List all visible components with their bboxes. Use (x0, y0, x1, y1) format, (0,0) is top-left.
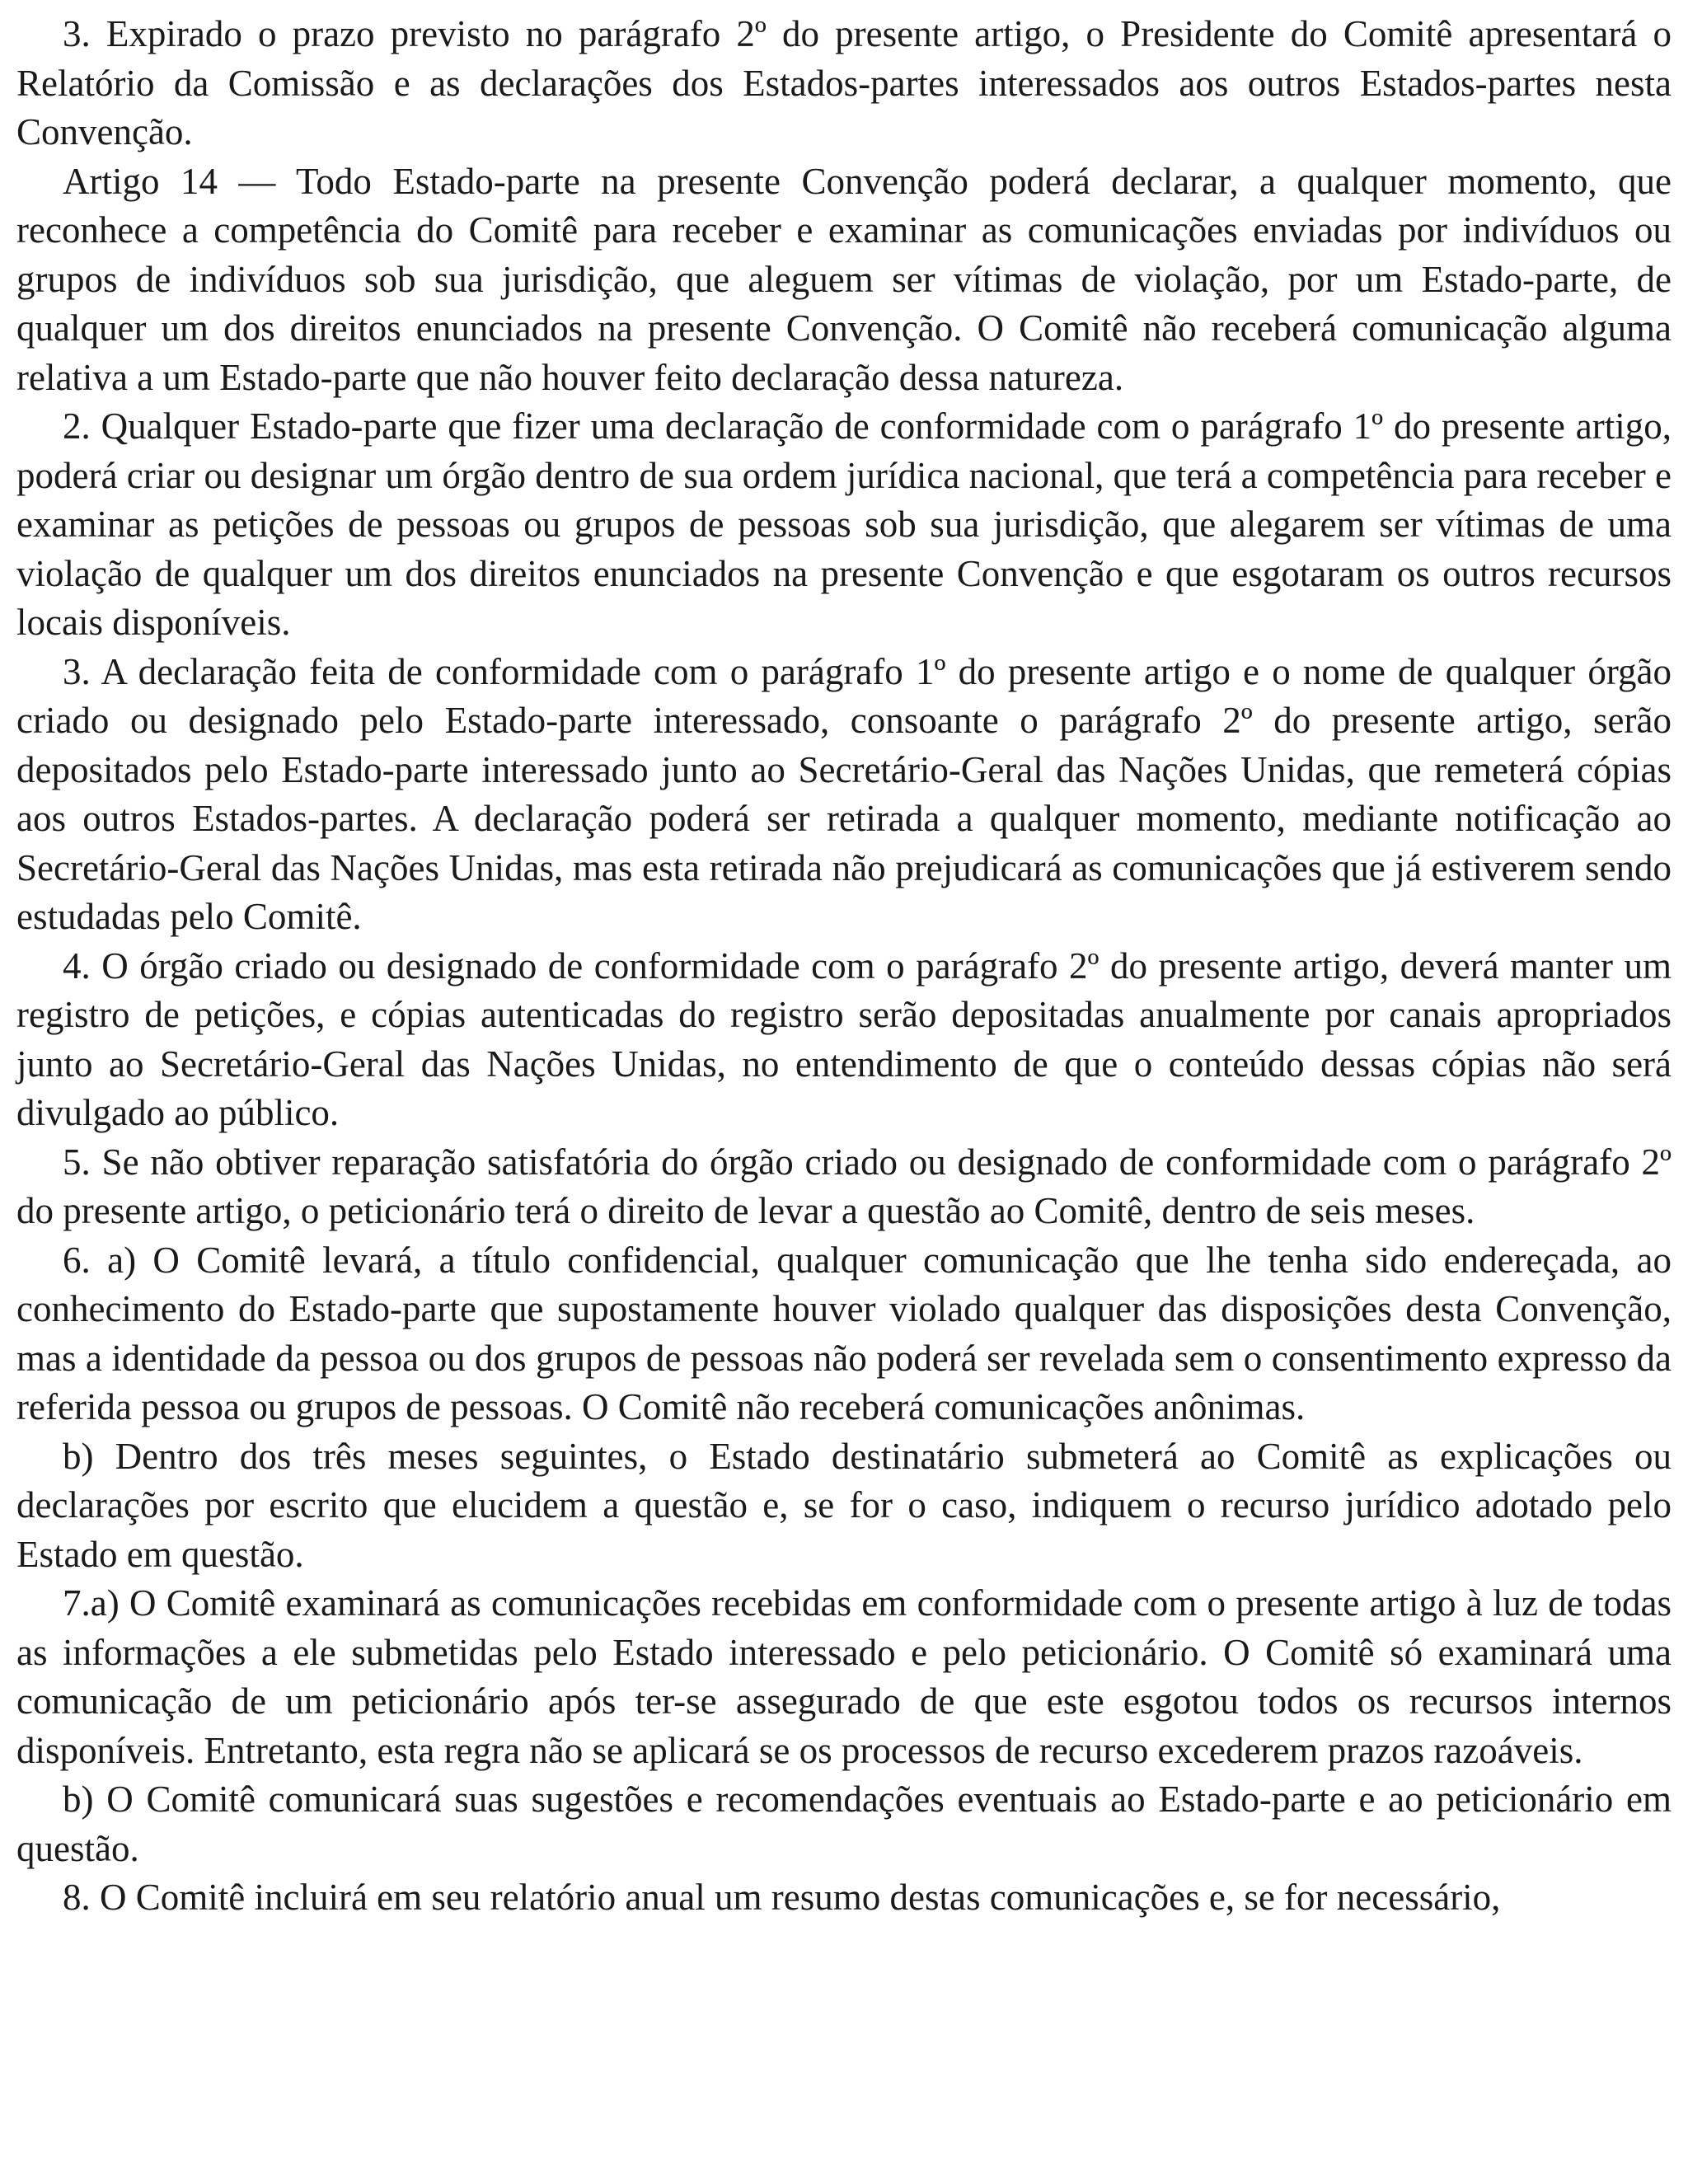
paragraph-text: 3. A declaração feita de conformidade com o parágrafo 1º do presente artigo e o nome de qualquer órgão criado ou designado pelo Estado-parte interessado, consoante o parágrafo 2º do presente artigo, serão depositados pelo Estado-parte interessado junto ao Secretário-Geral das Nações Unidas, que remeterá cópias aos outros Estados-partes. A declaração poderá ser retirada a qualquer momento, mediante notificação ao Secretário-Geral das Nações Unidas, mas esta retirada não prejudicará as comunicações que já estiverem sendo estudadas pelo Comitê. (16, 650, 1672, 937)
paragraph-text: 8. O Comitê incluirá em seu relatório anual um resumo destas comunicações e, se for necessário, (63, 1877, 1501, 1918)
paragraph-item-4 (16, 942, 1672, 1138)
paragraph-item-8 (16, 1873, 1672, 1923)
paragraph-text: 3. Expirado o prazo previsto no parágrafo 2º do presente artigo, o Presidente do Comitê apresentará o Relatório da Comissão e as declarações dos Estados-partes interessados aos outros Estados-partes nesta Convenção. (16, 13, 1672, 152)
paragraph-text: 2. Qualquer Estado-parte que fizer uma declaração de conformidade com o parágrafo 1º do presente artigo, poderá criar ou designar um órgão dentro de sua ordem jurídica nacional, que terá a competência para receber e examinar as petições de pessoas ou grupos de pessoas sob sua jurisdição, que alegarem ser vítimas de uma violação de qualquer um dos direitos enunciados na presente Convenção e que esgotaram os outros recursos locais disponíveis. (16, 405, 1672, 643)
paragraph-text: b) Dentro dos três meses seguintes, o Estado destinatário submeterá ao Comitê as explicações ou declarações por escrito que elucidem a questão e, se for o caso, indiquem o recurso jurídico adotado pelo Estado em questão. (16, 1435, 1672, 1575)
paragraph-item-6a (16, 1236, 1672, 1432)
paragraph-item-5 (16, 1138, 1672, 1236)
paragraph-text: 5. Se não obtiver reparação satisfatória do órgão criado ou designado de conformidade com o parágrafo 2º do presente artigo, o peticionário terá o direito de levar a questão ao Comitê, dentro de seis meses. (16, 1141, 1672, 1231)
document-page (16, 10, 1672, 1923)
paragraph-item-3-report (16, 10, 1672, 157)
paragraph-item-3 (16, 648, 1672, 942)
paragraph-text: 6. a) O Comitê levará, a título confidencial, qualquer comunicação que lhe tenha sido endereçada, ao conhecimento do Estado-parte que supostamente houver violado qualquer das disposições desta Convenção, mas a identidade da pessoa ou dos grupos de pessoas não poderá ser revelada sem o consentimento expresso da referida pessoa ou grupos de pessoas. O Comitê não receberá comunicações anônimas. (16, 1239, 1672, 1427)
paragraph-item-7b (16, 1775, 1672, 1873)
paragraph-text: 4. O órgão criado ou designado de conformidade com o parágrafo 2º do presente artigo, deverá manter um registro de petições, e cópias autenticadas do registro serão depositadas anualmente por canais apropriados junto ao Secretário-Geral das Nações Unidas, no entendimento de que o conteúdo dessas cópias não será divulgado ao público. (16, 944, 1672, 1133)
paragraph-article-14 (16, 157, 1672, 403)
paragraph-text: Artigo 14 — Todo Estado-parte na presente Convenção poderá declarar, a qualquer momento, que reconhece a competência do Comitê para receber e examinar as comunicações enviadas por indivíduos ou grupos de indivíduos sob sua jurisdição, que aleguem ser vítimas de violação, por um Estado-parte, de qualquer um dos direitos enunciados na presente Convenção. O Comitê não receberá comunicação alguma relativa a um Estado-parte que não houver feito declaração dessa natureza. (16, 160, 1672, 398)
paragraph-item-2 (16, 402, 1672, 648)
paragraph-item-7a (16, 1579, 1672, 1775)
paragraph-item-6b (16, 1432, 1672, 1580)
paragraph-text: 7.a) O Comitê examinará as comunicações recebidas em conformidade com o presente artigo à luz de todas as informações a ele submetidas pelo Estado interessado e pelo peticionário. O Comitê só examinará uma comunicação de um peticionário após ter-se assegurado de que este esgotou todos os recursos internos disponíveis. Entretanto, esta regra não se aplicará se os processos de recurso excederem prazos razoáveis. (16, 1582, 1672, 1771)
paragraph-text: b) O Comitê comunicará suas sugestões e recomendações eventuais ao Estado-parte e ao peticionário em questão. (16, 1779, 1672, 1869)
